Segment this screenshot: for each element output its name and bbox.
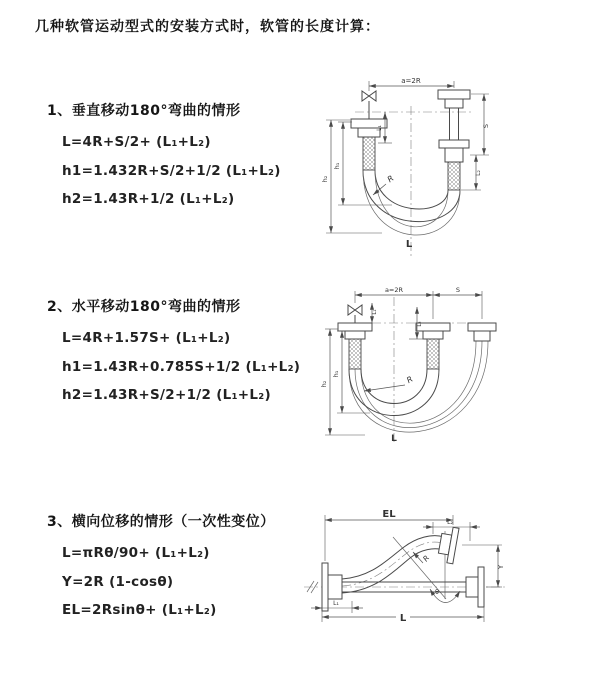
right-pipe-assembly bbox=[438, 90, 470, 190]
formula-line: L=πRθ/90+ (L₁+L₂) bbox=[62, 545, 210, 561]
left-pipe-assembly bbox=[338, 305, 372, 369]
section-lateral-displacement bbox=[47, 511, 275, 625]
right-flange bbox=[466, 567, 484, 607]
hose-u-bends bbox=[349, 341, 488, 432]
diagram-vertical-180-bend bbox=[312, 70, 600, 265]
formula-line: h1=1.432R+S/2+1/2 (L₁+L₂) bbox=[62, 162, 281, 179]
dim-label-a2r: a=2R bbox=[401, 77, 421, 85]
formula-line: h2=1.43R+S/2+1/2 (L₁+L₂) bbox=[62, 387, 271, 403]
dim-label-h2: h₂ bbox=[320, 380, 328, 388]
dimensions bbox=[320, 286, 482, 444]
right-pipe-assembly bbox=[468, 323, 496, 341]
dim-label-s: S bbox=[482, 123, 490, 129]
valve-icon bbox=[362, 91, 376, 101]
curved-hose bbox=[342, 536, 447, 593]
dim-label-h1: h₁ bbox=[332, 370, 340, 378]
dim-label-h1: h₁ bbox=[333, 162, 341, 170]
dim-label-l2: L₂ bbox=[447, 519, 453, 526]
section-3-formulas bbox=[62, 539, 275, 625]
dim-label-l1: L₁ bbox=[372, 309, 378, 315]
length-label: L bbox=[391, 434, 397, 444]
radius-label: R bbox=[385, 173, 396, 185]
section-3-heading: 3、横向位移的情形（一次性变位） bbox=[47, 514, 275, 530]
dim-label-l1: L₁ bbox=[333, 600, 339, 607]
formula-line: h2=1.43R+1/2 (L₁+L₂) bbox=[62, 191, 235, 207]
formula-line: h1=1.43R+0.785S+1/2 (L₁+L₂) bbox=[62, 358, 301, 375]
formula-line: Y=2R (1-cosθ) bbox=[62, 573, 174, 590]
section-vertical-180 bbox=[47, 100, 281, 214]
hose-u-bend bbox=[363, 170, 460, 235]
upper-flange bbox=[437, 526, 459, 564]
dim-label-el: EL bbox=[382, 509, 396, 520]
left-flange bbox=[322, 563, 342, 611]
dim-label-l2: L₂ bbox=[417, 321, 423, 327]
braided-hose bbox=[448, 162, 460, 190]
valve-icon bbox=[348, 305, 362, 315]
formula-line: L=4R+1.57S+ (L₁+L₂) bbox=[62, 330, 231, 346]
length-label: L bbox=[405, 239, 413, 250]
page-title: 几种软管运动型式的安装方式时，软管的长度计算： bbox=[35, 19, 380, 35]
dim-label-y: Y bbox=[497, 564, 505, 570]
dimensions bbox=[311, 509, 505, 624]
dim-label-s: S bbox=[455, 286, 461, 294]
dim-label-l1: L₁ bbox=[376, 125, 383, 131]
dim-label-h2: h₂ bbox=[321, 175, 329, 183]
section-2-formulas bbox=[62, 324, 300, 410]
diagram-horizontal-180-bend bbox=[310, 283, 600, 455]
dim-label-l2: L₂ bbox=[475, 170, 482, 176]
radius-label: R bbox=[405, 374, 415, 386]
diagram-lateral-displacement bbox=[300, 503, 600, 653]
section-1-heading: 1、垂直移动180°弯曲的情形 bbox=[47, 103, 241, 119]
section-horizontal-180 bbox=[47, 296, 300, 410]
angle-label: θ bbox=[435, 588, 439, 596]
formula-line: EL=2Rsinθ+ (L₁+L₂) bbox=[62, 602, 217, 618]
formula-line: L=4R+S/2+ (L₁+L₂) bbox=[62, 134, 211, 150]
radius-label: R bbox=[420, 553, 432, 564]
middle-pipe-assembly bbox=[416, 323, 450, 369]
length-label: L bbox=[399, 613, 407, 624]
braided-hose bbox=[363, 137, 375, 170]
dim-label-a2r: a=2R bbox=[384, 286, 404, 294]
section-1-formulas bbox=[62, 128, 281, 214]
braided-hose bbox=[427, 339, 439, 369]
braided-hose bbox=[349, 339, 361, 369]
section-2-heading: 2、水平移动180°弯曲的情形 bbox=[47, 299, 241, 315]
dimensions bbox=[321, 77, 490, 250]
